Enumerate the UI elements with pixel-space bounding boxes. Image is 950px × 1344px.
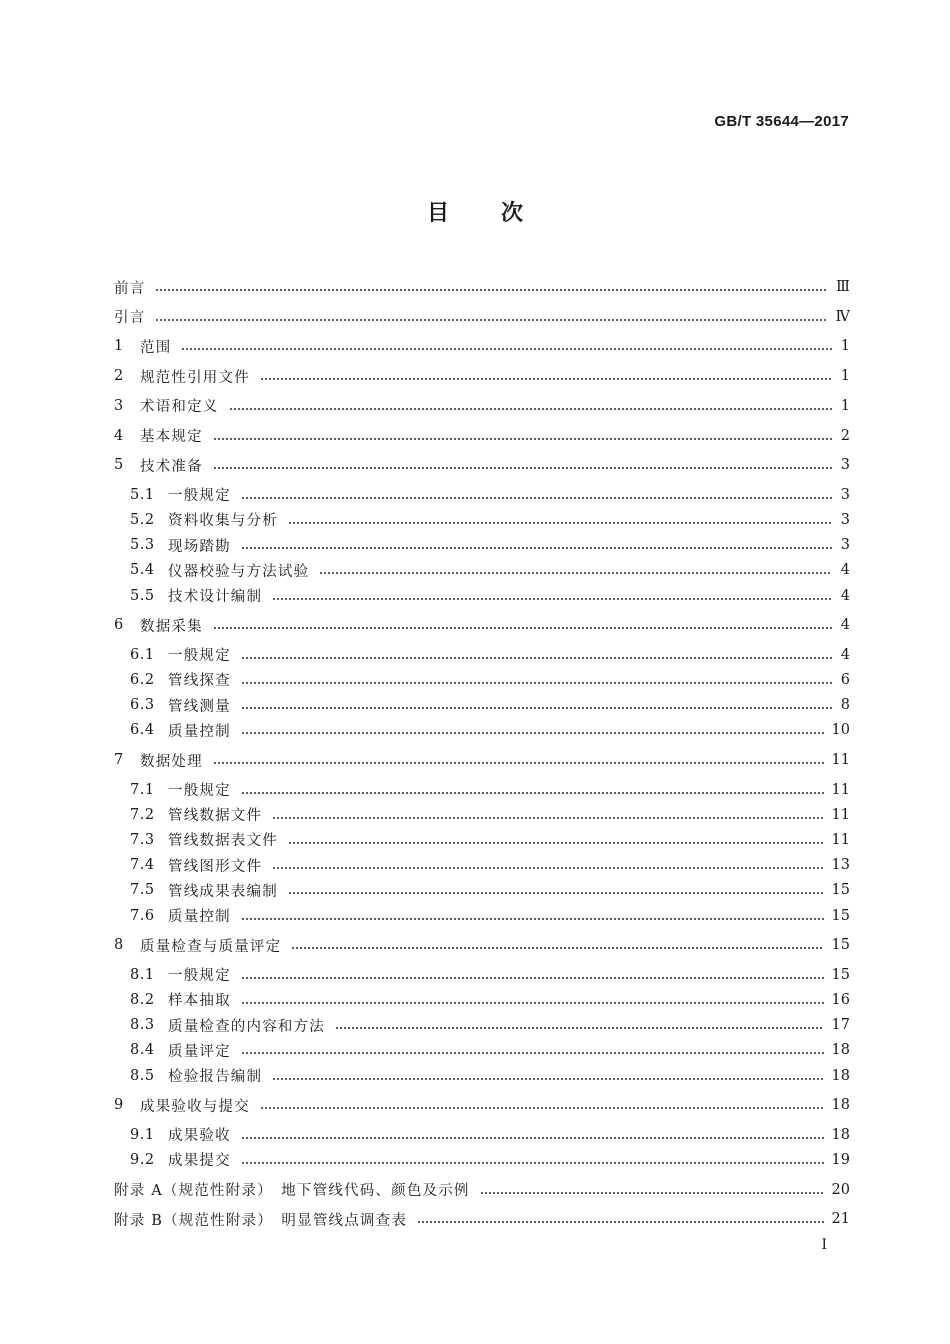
toc-entry[interactable] (130, 803, 850, 827)
toc-entry-page: 18 (831, 1067, 850, 1084)
toc-entry-page: 10 (831, 722, 850, 739)
toc-entry-label: 基本规定 (140, 429, 203, 445)
toc-entry-label: 一般规定 (168, 488, 231, 505)
toc-entry-page: 4 (840, 587, 850, 604)
toc-entry-number: 2 (114, 368, 124, 385)
dot-leader (241, 732, 824, 734)
toc-entry[interactable] (114, 275, 850, 299)
toc-entry-number: 7.3 (130, 831, 155, 848)
toc-entry-number: 7.1 (130, 781, 155, 798)
toc-entry-page: 18 (831, 1042, 850, 1059)
toc-entry[interactable] (114, 748, 850, 772)
toc-entry-page: 11 (831, 781, 850, 798)
toc-entry[interactable] (130, 778, 850, 802)
dot-leader (272, 1078, 823, 1080)
toc-entry-label: 质量控制 (168, 909, 231, 925)
dot-leader (241, 547, 832, 549)
dot-leader (155, 319, 827, 321)
toc-entry-number: 7.6 (130, 907, 155, 924)
toc-entry[interactable] (114, 1093, 850, 1117)
toc-entry-number: 7.2 (130, 806, 155, 823)
toc-entry-label: 技术准备 (140, 458, 203, 475)
toc-entry-label: 规范性引用文件 (140, 369, 250, 386)
toc-entry-number: 8.2 (130, 991, 155, 1008)
toc-entry-number: 5.1 (130, 486, 155, 503)
toc-entry[interactable] (114, 613, 850, 637)
dot-leader (229, 408, 833, 410)
toc-entry-label: 管线成果表编制 (168, 883, 278, 900)
toc-entry-number: 6.3 (130, 697, 155, 714)
toc-entry-number: 8.4 (130, 1042, 155, 1059)
toc-entry-label: 成果提交 (168, 1153, 231, 1170)
dot-leader (260, 1107, 824, 1109)
toc-entry-label: 一般规定 (168, 968, 231, 985)
dot-leader (272, 598, 832, 600)
toc-entry[interactable] (130, 1013, 850, 1037)
toc-entry-page: 11 (831, 831, 850, 848)
toc-entry-number: 5.3 (130, 537, 155, 554)
dot-leader (213, 627, 832, 629)
dot-leader (213, 762, 824, 764)
dot-leader (241, 977, 824, 979)
toc-entry[interactable] (114, 453, 850, 477)
toc-entry-page: 15 (831, 907, 850, 924)
dot-leader (241, 1137, 824, 1139)
dot-leader (272, 867, 823, 869)
toc-entry-number: 4 (114, 427, 124, 444)
dot-leader (291, 947, 823, 949)
dot-leader (319, 572, 832, 574)
toc-entry[interactable] (130, 1038, 850, 1062)
toc-entry-page: Ⅳ (835, 308, 850, 325)
toc-entry-label: 附录 A（规范性附录） 地下管线代码、颜色及示例 (114, 1183, 470, 1200)
toc-entry[interactable] (130, 668, 850, 692)
toc-entry-label: 质量评定 (168, 1043, 231, 1060)
toc-entry-page: 1 (840, 397, 850, 414)
toc-entry-label: 数据处理 (140, 753, 203, 770)
toc-entry-label: 仪器校验与方法试验 (168, 563, 310, 580)
toc-entry[interactable] (114, 305, 850, 329)
toc-entry-label: 现场踏勘 (168, 538, 231, 555)
toc-entry-page: 17 (831, 1017, 850, 1034)
toc-entry-page: 13 (831, 857, 850, 874)
dot-leader (241, 497, 832, 499)
toc-entry-page: 4 (840, 617, 850, 634)
toc-entry-page: 15 (831, 966, 850, 983)
toc-entry-label: 引言 (114, 310, 146, 327)
toc-entry-label: 质量控制 (168, 723, 231, 740)
toc-entry-label: 检验报告编制 (168, 1069, 263, 1085)
toc-entry-page: 8 (840, 697, 850, 714)
toc-entry-number: 8 (114, 937, 124, 954)
toc-entry-number: 3 (114, 397, 124, 414)
toc-entry-page: 3 (840, 486, 850, 503)
toc-entry-page: 21 (831, 1211, 850, 1228)
toc-entry-number: 8.1 (130, 966, 155, 983)
toc-entry-label: 一般规定 (168, 783, 231, 799)
page-number: I (821, 1237, 827, 1253)
toc-entry-number: 8.5 (130, 1067, 155, 1084)
dot-leader (288, 522, 832, 524)
dot-leader (288, 892, 824, 894)
toc-entry-number: 7.5 (130, 882, 155, 899)
toc-entry-number: 5.4 (130, 562, 155, 579)
dot-leader (213, 438, 832, 440)
toc-entry-label: 管线数据表文件 (168, 833, 278, 850)
standard-code: GB/T 35644—2017 (714, 113, 849, 130)
toc-entry-page: 3 (840, 511, 850, 528)
toc-entry[interactable] (130, 963, 850, 987)
toc-entry-number: 7 (114, 752, 124, 768)
toc-entry-page: 3 (840, 457, 850, 474)
toc-entry-page: 11 (831, 752, 850, 768)
dot-leader (288, 842, 824, 844)
dot-leader (241, 1002, 824, 1004)
dot-leader (241, 682, 832, 684)
toc-entry-page: 4 (840, 562, 850, 579)
toc-entry-number: 1 (114, 338, 124, 355)
toc-entry-page: 1 (840, 338, 850, 355)
toc-entry[interactable] (130, 718, 850, 742)
toc-entry-label: 资料收集与分析 (168, 513, 278, 530)
toc-entry-number: 8.3 (130, 1017, 155, 1034)
toc-entry[interactable] (130, 508, 850, 532)
dot-leader (241, 707, 832, 709)
toc-entry-number: 9 (114, 1097, 124, 1114)
toc-entry-label: 质量检查与质量评定 (140, 938, 282, 955)
toc-entry-number: 9.1 (130, 1126, 155, 1143)
toc-entry-number: 5.2 (130, 511, 155, 528)
toc-entry[interactable] (130, 693, 850, 717)
toc-entry-number: 6 (114, 617, 124, 634)
toc-entry-label: 管线数据文件 (168, 808, 263, 825)
toc-entry-page: 4 (840, 646, 850, 663)
toc-entry[interactable] (130, 828, 850, 852)
toc-entry-number: 6.1 (130, 646, 155, 663)
toc-entry[interactable] (130, 558, 850, 582)
toc-entry-label: 质量检查的内容和方法 (168, 1018, 325, 1035)
toc-entry-label: 数据采集 (140, 618, 203, 635)
toc-entry-number: 6.4 (130, 722, 155, 739)
dot-leader (241, 1052, 824, 1054)
toc-entry-number: 5.5 (130, 587, 155, 604)
toc-entry-label: 成果验收与提交 (140, 1098, 250, 1115)
toc-entry-label: 附录 B（规范性附录） 明显管线点调查表 (114, 1212, 408, 1229)
toc-entry-page: 18 (831, 1126, 850, 1143)
toc-entry-page: 16 (831, 991, 850, 1008)
toc-entry[interactable] (130, 1064, 850, 1088)
toc-entry-page: 3 (840, 537, 850, 554)
toc-entry[interactable] (114, 1178, 850, 1202)
toc-entry[interactable] (114, 394, 850, 418)
dot-leader (241, 792, 824, 794)
toc-entry-page: 11 (831, 806, 850, 823)
toc-entry-number: 7.4 (130, 857, 155, 874)
dot-leader (241, 918, 824, 920)
toc-entry[interactable] (114, 424, 850, 448)
toc-entry-number: 6.2 (130, 671, 155, 688)
toc-entry-page: 20 (831, 1181, 850, 1198)
toc-entry-page: 19 (831, 1151, 850, 1168)
toc-entry-label: 前言 (114, 280, 146, 297)
toc-entry-number: 9.2 (130, 1151, 155, 1168)
toc-entry-label: 管线图形文件 (168, 858, 263, 875)
toc-entry-page: 15 (831, 937, 850, 954)
toc-entry-label: 术语和定义 (140, 399, 219, 416)
toc-entry[interactable] (130, 878, 850, 902)
dot-leader (241, 1162, 824, 1164)
dot-leader (417, 1221, 824, 1223)
dot-leader (272, 817, 823, 819)
toc-entry-page: 6 (840, 671, 850, 688)
toc-entry[interactable] (114, 1207, 850, 1231)
toc-entry[interactable] (130, 853, 850, 877)
toc-entry[interactable] (130, 904, 850, 928)
page-title: 目次 (426, 201, 575, 226)
toc-entry-page: Ⅲ (836, 279, 850, 295)
toc-entry-number: 5 (114, 457, 124, 474)
dot-leader (480, 1192, 824, 1194)
toc-entry-label: 范围 (140, 339, 172, 356)
toc-entry-label: 管线探查 (168, 673, 231, 690)
dot-leader (155, 289, 828, 291)
toc-entry[interactable] (114, 364, 850, 388)
toc-entry-page: 18 (831, 1097, 850, 1114)
toc-entry-label: 管线测量 (168, 698, 231, 715)
toc-entry[interactable] (130, 1148, 850, 1172)
toc-entry-page: 1 (840, 368, 850, 385)
dot-leader (260, 378, 832, 380)
toc-entry-label: 一般规定 (168, 648, 231, 665)
toc-entry[interactable] (114, 933, 850, 957)
dot-leader (213, 467, 832, 469)
toc-entry[interactable] (130, 483, 850, 507)
dot-leader (241, 657, 832, 659)
toc-entry[interactable] (114, 334, 850, 358)
dot-leader (335, 1027, 824, 1029)
toc-entry-page: 15 (831, 882, 850, 899)
toc-entry[interactable] (130, 533, 850, 557)
toc-entry[interactable] (130, 584, 850, 608)
toc-entry[interactable] (130, 1123, 850, 1147)
toc-entry-label: 技术设计编制 (168, 589, 263, 605)
dot-leader (181, 348, 832, 350)
toc-entry-label: 成果验收 (168, 1128, 231, 1145)
toc-entry-page: 2 (840, 427, 850, 444)
toc-entry[interactable] (130, 988, 850, 1012)
toc-entry[interactable] (130, 643, 850, 667)
toc-entry-label: 样本抽取 (168, 993, 231, 1010)
